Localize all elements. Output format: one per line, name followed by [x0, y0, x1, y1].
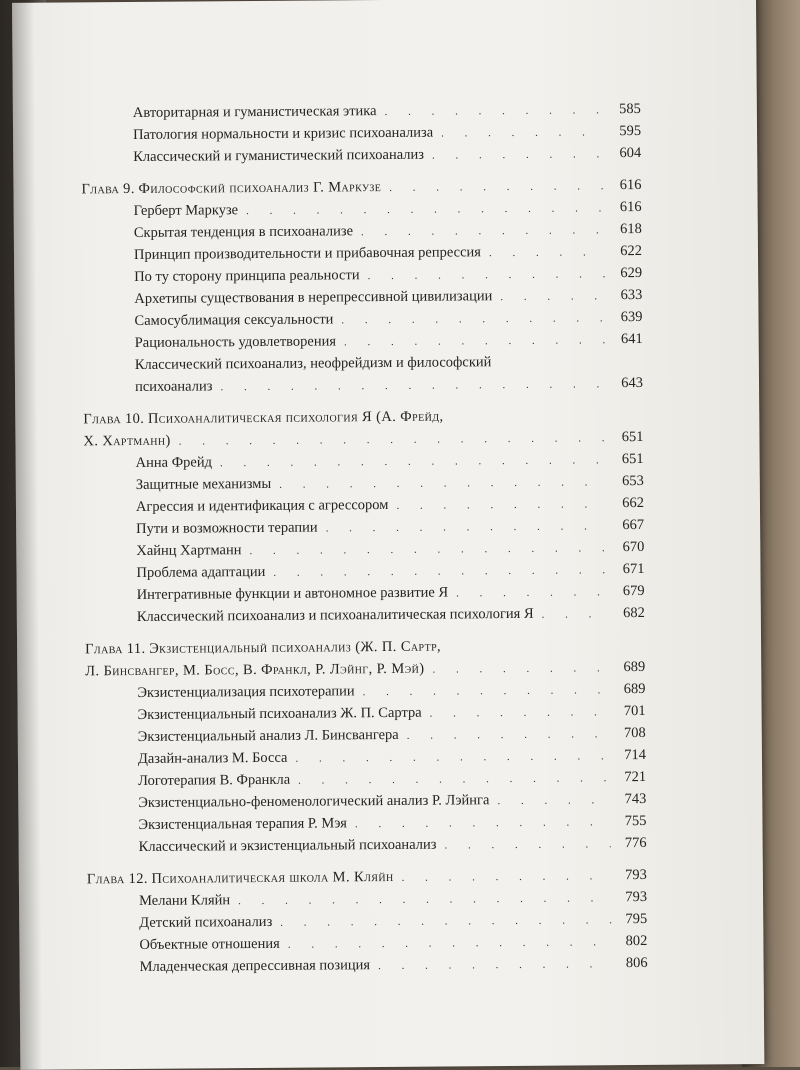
- chapter-title: Философский психоанализ Г. Маркузе: [138, 179, 382, 197]
- toc-entry-title: По ту сторону принципа реальности: [134, 267, 360, 285]
- toc-entry-page: 793: [625, 888, 648, 906]
- toc-entry-page: 671: [622, 560, 645, 578]
- toc-entry-page: 641: [620, 330, 643, 348]
- toc-entry-title: Рациональность удовлетворения: [134, 333, 337, 351]
- chapter-label: Глава 11.: [85, 640, 146, 658]
- toc-entry-page: 629: [620, 264, 643, 282]
- toc-entry-page: 651: [621, 428, 644, 446]
- toc-entry-page: 701: [623, 702, 646, 720]
- toc-entry-title: Логотерапия В. Франкла: [138, 771, 291, 789]
- toc-entry-page: 616: [619, 198, 642, 216]
- toc-entry-page: 689: [623, 680, 646, 698]
- dot-leader: [430, 701, 610, 724]
- toc-entry-page: 622: [620, 242, 643, 260]
- toc-entry-title: Экзистенциальная терапия Р. Мэя: [138, 815, 348, 833]
- dot-leader: [444, 833, 610, 856]
- toc-entry-page: 708: [623, 724, 646, 742]
- dot-leader: [500, 285, 606, 308]
- toc-entry-title: Классический психоанализ, неофрейдизм и философский: [134, 354, 492, 373]
- toc-entry-title-cont: психоанализ: [134, 378, 213, 395]
- toc-entry-title: Принцип производительности и прибавочная репрессия: [133, 244, 481, 263]
- toc-entry-title: Хайнц Хартманн: [136, 542, 242, 559]
- toc-entry-title: Объектные отношения: [139, 935, 280, 953]
- toc-entry-title: Авторитарная и гуманистическая этика: [132, 103, 377, 121]
- dot-leader: [456, 581, 609, 604]
- toc-entry-title: Защитные механизмы: [135, 475, 272, 493]
- toc-entry-page: 806: [625, 954, 648, 972]
- chapter-label: Глава 9.: [81, 180, 135, 198]
- toc-entry: [85, 602, 645, 628]
- chapter-title-cont: Х. Хартманн): [83, 432, 171, 450]
- toc-entry-page: 670: [622, 538, 645, 556]
- toc-entry: [87, 832, 647, 858]
- toc-entry-title: Классический и гуманистический психоанализ: [133, 146, 425, 165]
- dot-leader: [441, 121, 605, 144]
- toc-entry-page: 585: [619, 100, 641, 118]
- toc-entry-title: Младенческая депрессивная позиция: [139, 957, 371, 975]
- toc-entry-page: 616: [619, 176, 642, 194]
- dot-leader: [389, 175, 605, 199]
- toc-entry-title: Мелани Кляйн: [139, 892, 231, 909]
- dot-leader: [432, 143, 605, 166]
- chapter-title: Экзистенциальный психоанализ (Ж. П. Сартр,: [149, 638, 442, 657]
- dot-leader: [401, 865, 610, 889]
- dot-leader: [220, 373, 607, 398]
- toc-entry-page: 689: [623, 658, 646, 676]
- toc-entry-title: Интегративные функции и автономное развитие Я: [136, 584, 449, 603]
- toc-entry-page: 639: [620, 308, 643, 326]
- toc-entry-title: Экзистенциальный психоанализ Ж. П. Сартра: [137, 704, 422, 723]
- toc-entry-page: 776: [624, 834, 647, 852]
- toc-entry-page: 662: [622, 494, 645, 512]
- toc-entry-page: 651: [621, 450, 644, 468]
- toc-entry-page: 643: [621, 374, 644, 392]
- chapter-title-cont: Л. Бинсвангер, М. Босс, В. Франкл, Р. Лэйнг, Р. Мэй): [85, 660, 425, 680]
- toc-entry-title: Экзистенциально-феноменологический анализ Р. Лэйнга: [138, 792, 490, 811]
- toc-entry-page: 667: [622, 516, 645, 534]
- dot-leader: [396, 493, 608, 517]
- toc-entry-title: Экзистенциализация психотерапии: [137, 683, 355, 701]
- toc-entry: [83, 350, 643, 398]
- dot-leader: [489, 241, 606, 264]
- toc-entry-page: 682: [623, 604, 645, 622]
- toc-entry-page: 604: [619, 144, 642, 162]
- toc-entry-page: 595: [619, 122, 642, 140]
- toc-entry-title: Дазайн-анализ М. Босса: [137, 749, 288, 767]
- toc-entry-title: Герберт Маркузе: [133, 202, 239, 219]
- dot-leader: [497, 789, 610, 812]
- toc-entry-title: Пути и возможности терапии: [136, 519, 318, 537]
- toc-chapter-heading: [85, 634, 645, 682]
- toc-entry-page: 795: [625, 910, 648, 928]
- dot-leader: [378, 953, 612, 977]
- toc-entry: [81, 142, 641, 168]
- dot-leader: [407, 723, 610, 747]
- toc-entry-title: Самосублимация сексуальности: [134, 311, 334, 329]
- toc-entry-title: Анна Фрейд: [135, 454, 213, 471]
- toc-entry-page: 793: [625, 866, 647, 884]
- chapter-title: Психоаналитическая школа М. Кляйн: [151, 868, 394, 887]
- chapter-label: Глава 10.: [83, 410, 145, 428]
- toc-entry-page: 802: [625, 932, 648, 950]
- toc-entry-title: Проблема адаптации: [136, 563, 266, 581]
- toc-entry-title: Агрессия и идентификация с агрессором: [135, 496, 389, 515]
- toc-entry-page: 743: [624, 790, 647, 808]
- toc-entry-title: Скрытая тенденция в психоанализе: [133, 223, 354, 241]
- toc-entry-page: 618: [619, 220, 642, 238]
- book-page: [12, 0, 764, 1070]
- toc-entry-title: Классический психоанализ и психоаналитическая психология Я: [136, 605, 534, 625]
- toc-entry-page: 714: [624, 746, 647, 764]
- toc-chapter-heading: [83, 404, 643, 452]
- toc-entry-title: Экзистенциальный анализ Л. Бинсвангера: [137, 726, 399, 745]
- toc-entry-page: 653: [621, 472, 644, 490]
- dot-leader: [432, 657, 609, 680]
- toc-entry-page: 721: [624, 768, 647, 786]
- toc-entry-title: Патология нормальности и кризис психоанализа: [132, 124, 434, 143]
- chapter-title: Психоаналитическая психология Я (А. Фрейд,: [147, 408, 444, 427]
- toc-entry-title: Архетипы существования в нерепрессивной цивилизации: [134, 288, 493, 307]
- toc-entry: [88, 952, 648, 978]
- toc-entry-page: 633: [620, 286, 643, 304]
- toc-entry-title: Классический и экзистенциальный психоанализ: [138, 836, 437, 855]
- toc-entry-page: 679: [622, 582, 645, 600]
- table-of-contents: [81, 98, 648, 978]
- dot-leader: [384, 99, 604, 123]
- dot-leader: [542, 603, 609, 626]
- chapter-label: Глава 12.: [86, 870, 148, 888]
- toc-entry-page: 755: [624, 812, 647, 830]
- toc-entry-title: Детский психоанализ: [139, 913, 273, 931]
